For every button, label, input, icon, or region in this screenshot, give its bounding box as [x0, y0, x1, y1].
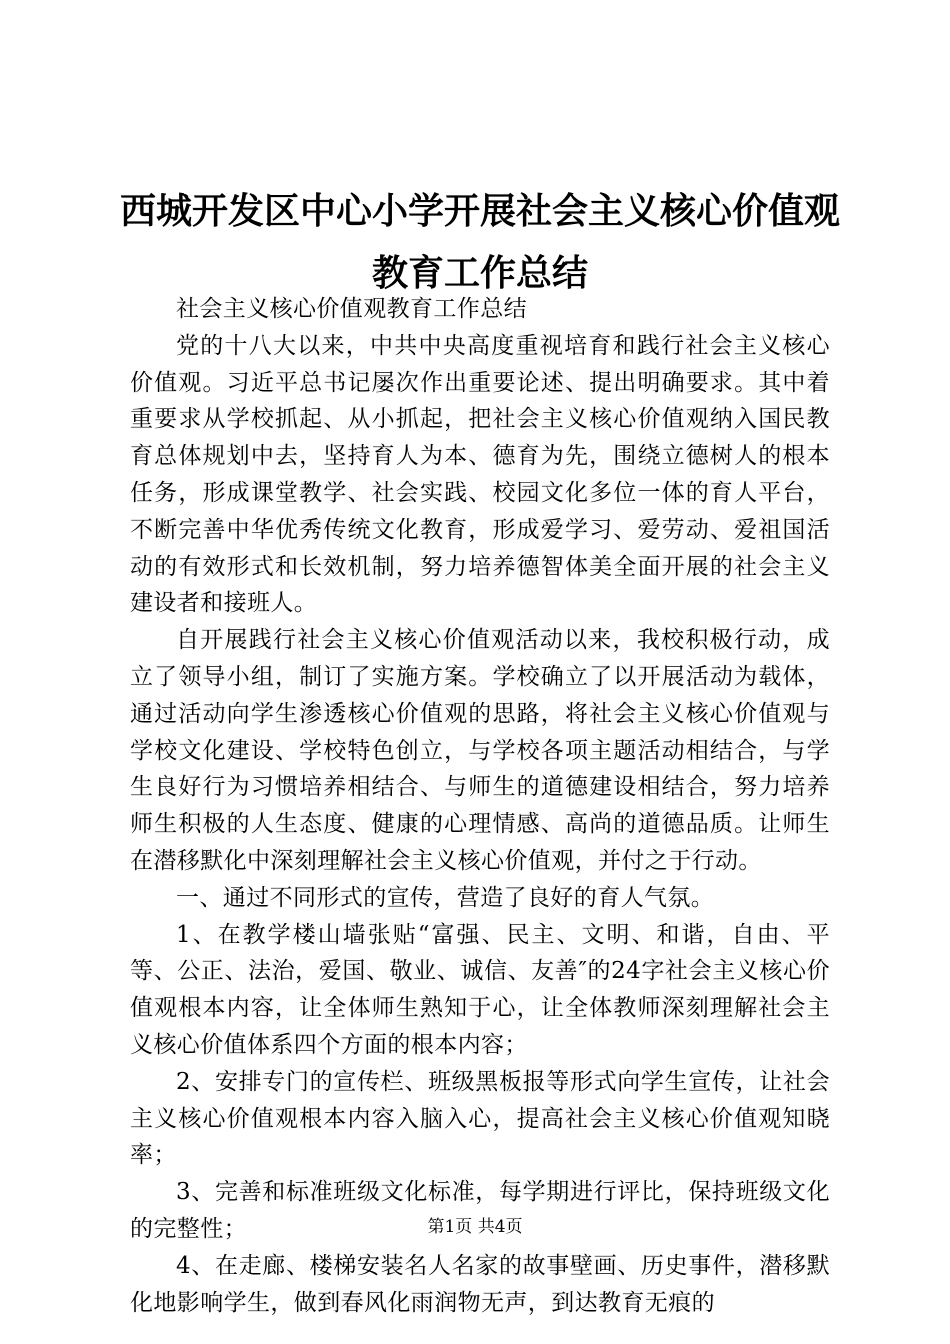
document-title — [110, 180, 850, 304]
list-item: 1、在教学楼山墙张贴“富强、民主、文明、和谐，自由、平等、公正、法治，爱国、敬业、诚信、友善″的24字社会主义核心价值观根本内容，让全体师生熟知于心，让全体教师深刻理解社会主义核心价值体系四个方面的根本内容； — [130, 921, 830, 1058]
list-item: 2、安排专门的宣传栏、班级黑板报等形式向学生宣传，让社会主义核心价值观根本内容入脑入心，提高社会主义核心价值观知晓率； — [130, 1068, 830, 1169]
document-body — [130, 291, 830, 1321]
paragraph: 党的十八大以来，中共中央高度重视培育和践行社会主义核心价值观。习近平总书记屡次作出重要论述、提出明确要求。其中着重要求从学校抓起、从小抓起，把社会主义核心价值观纳入国民教育总体规划中去，坚持育人为本、德育为先，围绕立德树人的根本任务，形成课堂教学、社会实践、校园文化多位一体的育人平台，不断完善中华优秀传统文化教育，形成爱学习、爱劳动、爱祖国活动的有效形式和长效机制，努力培养德智体美全面开展的社会主义建设者和接班人。 — [130, 332, 830, 617]
list-item: 4、在走廊、楼梯安装名人名家的故事壁画、历史事件，潜移默化地影响学生，做到春风化雨润物无声，到达教育无痕的 — [130, 1252, 830, 1316]
page-footer: 第1页 共4页 — [427, 1217, 523, 1237]
title-line-2: 教育工作总结 — [371, 252, 588, 294]
section-heading: 一、通过不同形式的宣传，营造了良好的育人气氛。 — [176, 884, 715, 911]
list-item: 3、完善和标准班级文化标准，每学期进行评比，保持班级文化的完整性； — [130, 1179, 830, 1242]
title-line-1: 西城开发区中心小学开展社会主义核心价值观 — [119, 190, 840, 232]
paragraph-subtitle: 社会主义核心价值观教育工作总结 — [176, 296, 527, 322]
paragraph: 自开展践行社会主义核心价值观活动以来，我校积极行动，成立了领导小组，制订了实施方案。学校确立了以开展活动为载体，通过活动向学生渗透核心价值观的思路，将社会主义核心价值观与学校文化建设、学校特色创立，与学校各项主题活动相结合，与学生良好行为习惯培养相结合、与师生的道德建设相结合，努力培养师生积极的人生态度、健康的心理情感、高尚的道德品质。让师生在潜移默化中深刻理解社会主义核心价值观，并付之于行动。 — [130, 627, 830, 874]
